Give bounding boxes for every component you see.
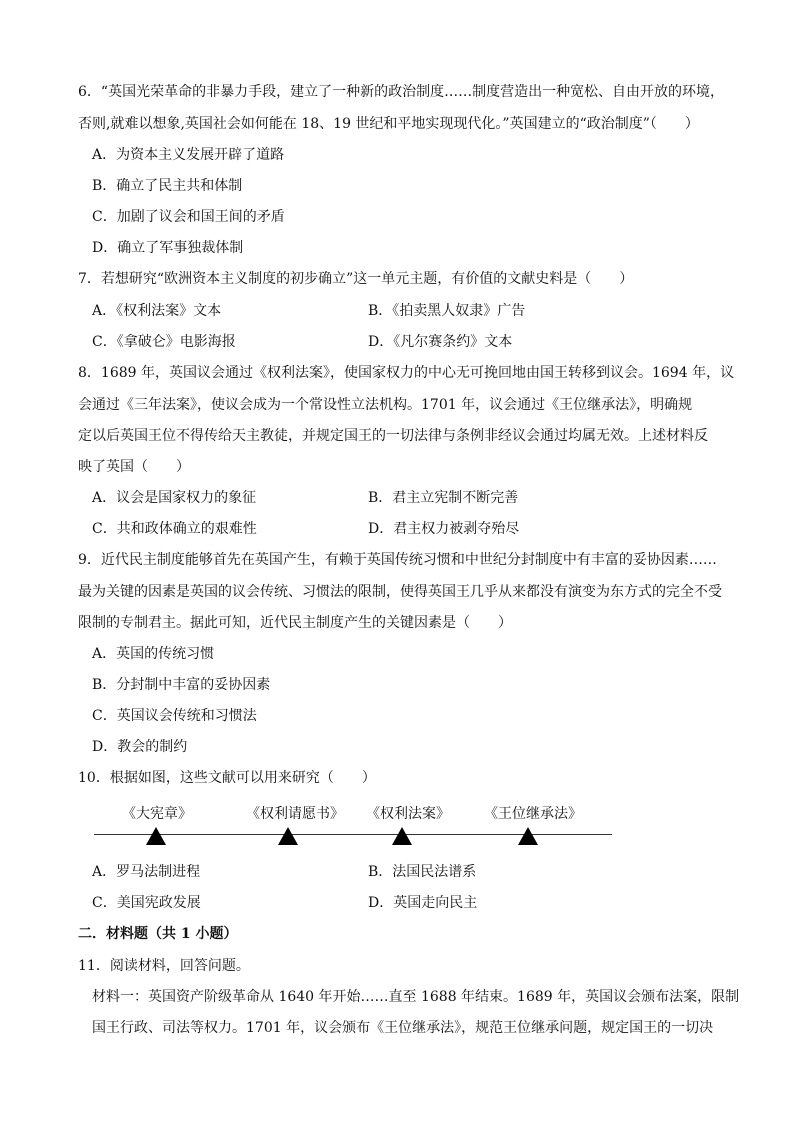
q6-option-c: C．加剧了议会和国王间的矛盾	[92, 209, 285, 225]
q8-stem-line3: 定以后英国王位不得传给天主教徒，并规定国王的一切法律与条例非经议会通过均属无效。上述材料反	[78, 428, 708, 444]
q9-stem-line2: 最为关键的因素是英国的议会传统、习惯法的限制，使得英国王几乎从来都没有演变为东方式的完全不受	[78, 584, 722, 600]
q9-stem-line3: 限制的专制君主。据此可知，近代民主制度产生的关键因素是（ ）	[78, 615, 512, 631]
q9-option-d: D．教会的制约	[92, 739, 188, 755]
q6-option-b: B．确立了民主共和体制	[92, 178, 243, 194]
q10-option-c: C．美国宪政发展	[92, 895, 201, 911]
q8-stem-line2: 会通过《三年法案》，使议会成为一个常设性立法机构。1701 年，议会通过《王位继承法》，明确规	[78, 397, 693, 413]
q10-stem: 10．根据如图，这些文献可以用来研究（ ）	[78, 770, 376, 786]
q7-option-d: D．《凡尔赛条约》文本	[368, 334, 513, 350]
timeline-marker-2	[278, 827, 298, 845]
q7-option-b: B．《拍卖黑人奴隶》广告	[368, 303, 526, 319]
q10-option-a: A．罗马法制进程	[92, 864, 201, 880]
q11-material-line1: 材料一：英国资产阶级革命从 1640 年开始……直至 1688 年结束。1689 年，英国议会颁布法案，限制	[92, 989, 740, 1005]
q8-option-d: D．君主权力被剥夺殆尽	[368, 521, 520, 537]
q6-option-d: D．确立了军事独裁体制	[92, 240, 244, 256]
q10-option-d: D．英国走向民主	[368, 895, 478, 911]
q6-stem-line2: 否则,就难以想象,英国社会如何能在 18、19 世纪和平地实现现代化。”英国建立的“政治制度”（ ）	[78, 116, 699, 132]
q7-stem: 7．若想研究“欧洲资本主义制度的初步确立”这一单元主题，有价值的文献史料是（ ）	[78, 271, 634, 287]
q8-option-a: A．议会是国家权力的象征	[92, 490, 257, 506]
q9-stem-line1: 9．近代民主制度能够首先在英国产生，有赖于英国传统习惯和中世纪分封制度中有丰富的妥协因素……	[78, 552, 717, 568]
timeline-label-act-of-settlement: 《王位继承法》	[484, 806, 582, 822]
q7-option-a: A．《权利法案》文本	[92, 303, 222, 319]
q8-option-c: C．共和政体确立的艰难性	[92, 521, 257, 537]
q11-material-line2: 国王行政、司法等权力。1701 年，议会颁布《王位继承法》，规范王位继承问题，规定国王的一切决	[92, 1020, 714, 1036]
q9-option-b: B．分封制中丰富的妥协因素	[92, 677, 271, 693]
timeline-figure	[94, 800, 614, 850]
q8-stem-line4: 映了英国（ ）	[78, 459, 190, 475]
timeline-label-petition-of-right: 《权利请愿书》	[246, 806, 344, 822]
timeline-marker-1	[146, 827, 166, 845]
timeline-marker-3	[392, 827, 412, 845]
q9-option-a: A．英国的传统习惯	[92, 646, 215, 662]
timeline-marker-4	[518, 827, 538, 845]
q11-stem: 11．阅读材料，回答问题。	[78, 958, 250, 974]
section-heading: 二．材料题（共 1 小题）	[78, 926, 238, 942]
q6-option-a: A．为资本主义发展开辟了道路	[92, 147, 285, 163]
q6-stem-line1: 6．“英国光荣革命的非暴力手段，建立了一种新的政治制度……制度营造出一种宽松、自由开放的环境，	[78, 84, 725, 100]
timeline-label-bill-of-rights: 《权利法案》	[366, 806, 450, 822]
q8-option-b: B．君主立宪制不断完善	[368, 490, 519, 506]
q10-option-b: B．法国民法谱系	[368, 864, 477, 880]
q9-option-c: C．英国议会传统和习惯法	[92, 708, 257, 724]
timeline-label-magna-carta: 《大宪章》	[122, 806, 192, 822]
q7-option-c: C．《拿破仑》电影海报	[92, 334, 236, 350]
q8-stem-line1: 8．1689 年，英国议会通过《权利法案》，使国家权力的中心无可挽回地由国王转移到议会。1694 年，议	[78, 365, 735, 381]
